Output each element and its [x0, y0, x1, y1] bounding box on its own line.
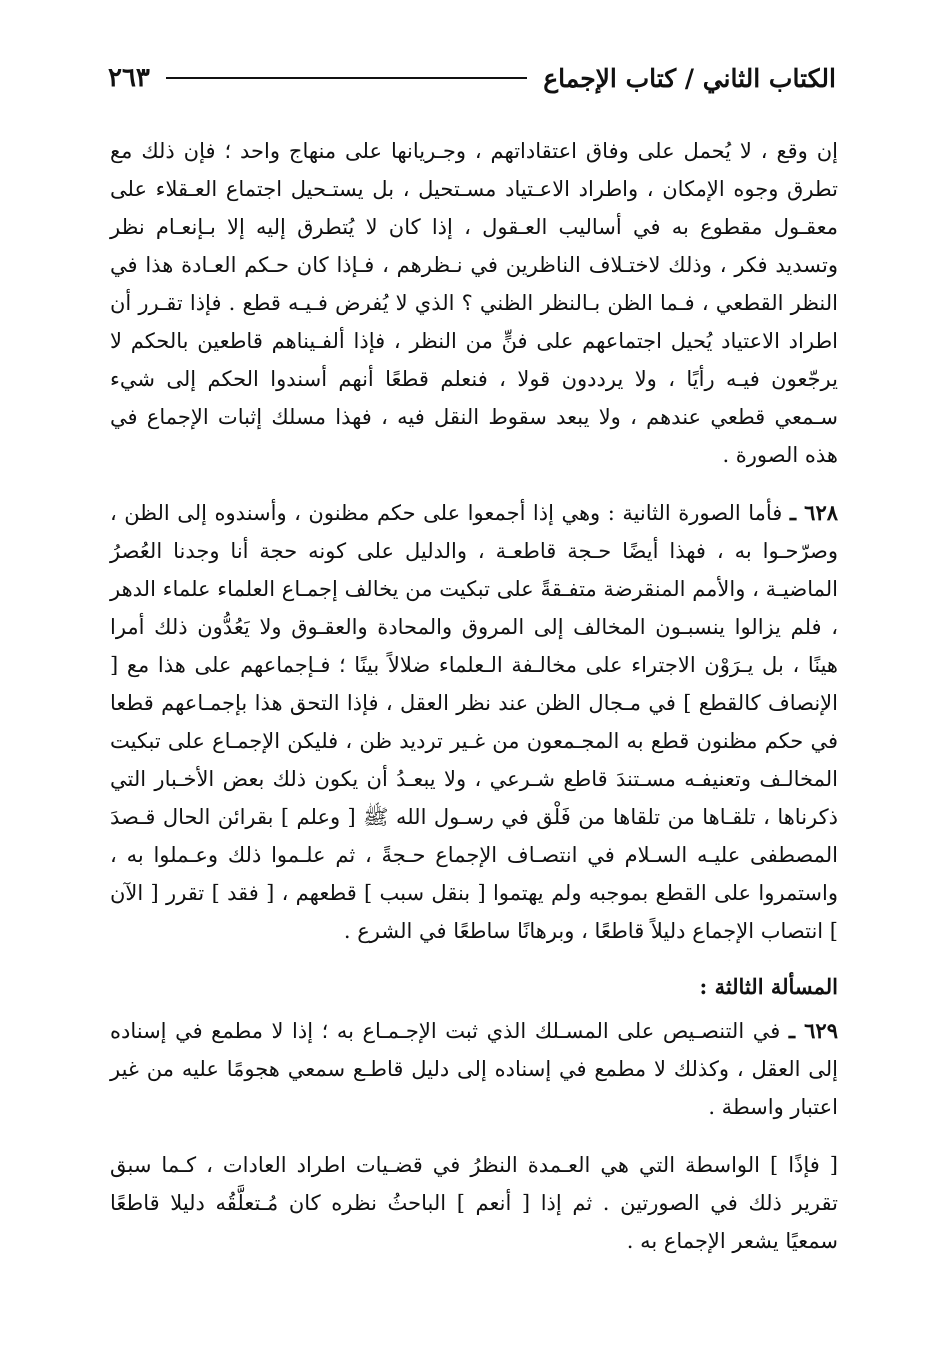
running-header [108, 58, 836, 98]
section-heading: المسألة الثالثة : [699, 974, 838, 999]
paragraph-text: فأما الصورة الثانية : وهي إذا أجمعوا على حكم مظنون ، وأسندوه إلى الظن ، وصرّحـوا به ، فهذا أيضًا حـجة قاطعـة ، والدليل على كونه حجة أنا وجدنا العُصرُ الماضيـة ، والأمم المنقرضة متفـقةً على تبكيت من يخالف إجمـاع العلماء علماء الدهر ، فلم يزالوا ينسبـون المخالف إلى المروق والمحادة والعقـوق ولا يَعُدُّون ذلك أمرا هينًا ، بل يـرَوْن الاجتراء على مخالـفة الـعلماء ضلالاً بينًا ؛ فـإجماعهم على هذا مع [ الإنصاف كالقطع ] في مـجال الظن عند نظر العقل ، فإذا التحق هذا بإجمـاعهم قطعا في حكم مظنون قطع به المجـمعون من غـير ترديد ظن ، فليكن الإجمـاع على تبكيت المخالـف وتعنيفـه مسـتندَ قاطع شـرعي ، ولا يبعـدُ أن يكون ذلك بعض الأخـبار التي ذكرناها ، تلقـاها من تلقاها من فَلْق في رسـول الله ﷺ [ وعلم ] بقرائن الحال قـصدَ المصطفى عليـه السـلام في انتصـاف الإجماع حـجةً ، ثم علـموا ذلك وعـملوا به ، واستمروا على القطع بموجبه ولم يهتموا [ بنقل سبب ] قطعهم ، [ فقد ] تقرر [ الآن ] انتصاب الإجماع دليلاً قاطعًا ، وبرهانًا ساطعًا في الشرع . [110, 501, 838, 943]
page-body [110, 132, 838, 1260]
paragraph [110, 1012, 838, 1126]
running-title: الكتاب الثاني / كتاب الإجماع [543, 63, 836, 93]
paragraph [110, 494, 838, 950]
paragraph-text: [ فإذًا ] الواسطة التي هي العـمدة النظرُ في قضـيات اطراد العادات ، كـما سبق تقرير ذلك في الصورتين . ثم إذا [ أنعم ] الباحثُ نظره كان مُـتعلَّقُه دليلا قاطعًا سمعيًا يشعر الإجماع به . [110, 1153, 838, 1253]
paragraph-text: في التنصـيص على المسـلك الذي ثبت الإجـمـاع به ؛ إذا لا مطمع في إسناده إلى العقل ، وكذلك لا مطمع في إسناده إلى دليل قاطـع سمعي هجومًا عليه من غير اعتبار واسطة . [110, 1019, 838, 1119]
page-number: ٢٦٣ [108, 63, 150, 93]
paragraph [110, 1146, 838, 1260]
paragraph-number: ٦٢٩ ـ [788, 1018, 838, 1043]
paragraph-number: ٦٢٨ ـ [789, 500, 839, 525]
paragraph-text: إن وقع ، لا يُحمل على وفاق اعتقاداتهم ، وجـريانها على منهاج واحد ؛ فإن ذلك مع تطرق وجوه الإمكان ، واطراد الاعـتياد مسـتحيل ، بل يستـحيل اجتماع العـقلاء على معقـول مقطوع به في أساليب العـقول ، إذا كان لا يُتطرق إليه إلا بـإنعـام نظر وتسديد فكر ، وذلك لاختـلاف الناظرين في نـظرهم ، فـإذا كان حـكم العـادة هذا في النظر القطعي ، فـما الظن بـالنظر الظني ؟ الذي لا يُفرض فـيـه قطع . فإذا تقـرر أن اطراد الاعتياد يُحيل اجتماعهم على فنٍّ من النظر ، فإذا ألفـيناهم قاطعين بالحكم لا يرجّعون فيـه رأيًا ، ولا يرددون قولا ، فنعلم قطعًا أنهم أسندوا الحكم إلى شيء سـمعي قطعي عندهم ، ولا يبعد سقوط النقل فيه ، فهذا مسلك إثبات الإجماع في هذه الصورة . [110, 139, 838, 467]
header-rule [166, 77, 527, 79]
paragraph [110, 132, 838, 474]
